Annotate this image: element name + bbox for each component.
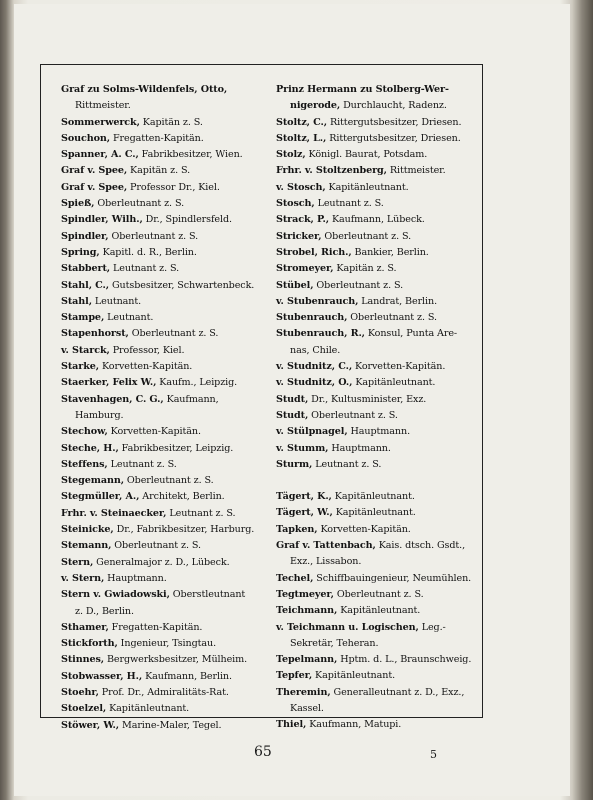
entry-description: Kapitänleutnant. bbox=[332, 507, 416, 519]
entry-name: Tepelmann, bbox=[276, 654, 338, 666]
entry-description: Rittergutsbesitzer, Driesen. bbox=[326, 132, 461, 144]
list-item bbox=[276, 603, 490, 619]
entry-description: Fregatten-Kapitän. bbox=[108, 621, 203, 633]
entry-description: Korvetten-Kapitän. bbox=[107, 426, 201, 438]
entry-description: Oberleutnant z. S. bbox=[108, 230, 199, 242]
list-item bbox=[61, 489, 275, 505]
list-item bbox=[276, 522, 490, 538]
list-item bbox=[61, 652, 275, 668]
list-item bbox=[276, 229, 490, 245]
list-item bbox=[61, 98, 275, 114]
entry-name: Stosch, bbox=[276, 198, 315, 210]
entry-name: Spanner, A. C., bbox=[61, 149, 139, 161]
entry-name: Theremin, bbox=[276, 686, 331, 698]
list-item bbox=[61, 245, 275, 261]
list-item bbox=[61, 163, 275, 179]
entry-name: v. Starck, bbox=[61, 344, 110, 356]
list-item bbox=[276, 147, 490, 163]
entry-name: Stampe, bbox=[61, 312, 105, 324]
list-item bbox=[276, 359, 490, 375]
list-item bbox=[276, 196, 490, 212]
entry-description: Rittmeister. bbox=[386, 165, 446, 177]
list-item bbox=[276, 587, 490, 603]
list-item bbox=[276, 441, 490, 457]
entry-name: Graf zu Solms-Wildenfels, Otto, bbox=[61, 84, 228, 95]
entry-name: Tegtmeyer, bbox=[276, 588, 334, 600]
entry-description: Fregatten-Kapitän. bbox=[110, 132, 204, 144]
entry-description: nas, Chile. bbox=[290, 344, 341, 356]
entry-name: Spindler, bbox=[61, 230, 109, 242]
entry-description: Oberstleutnant bbox=[169, 589, 246, 601]
list-item bbox=[276, 571, 490, 587]
entry-description: Generalmajor z. D., Lübeck. bbox=[93, 556, 230, 568]
entry-description: Königl. Baurat, Potsdam. bbox=[305, 149, 428, 161]
entry-description: Hauptmann. bbox=[347, 426, 411, 438]
entry-description: Kapitänleutnant. bbox=[312, 670, 396, 682]
entry-description: Kapitänleutnant. bbox=[325, 181, 409, 193]
left-column bbox=[61, 82, 275, 734]
entry-description: Sekretär, Teheran. bbox=[290, 637, 379, 649]
entry-description: Korvetten-Kapitän. bbox=[99, 361, 193, 373]
entry-name: Prinz Hermann zu Stolberg-Wer- bbox=[276, 84, 449, 95]
list-item bbox=[61, 310, 275, 326]
entry-description: Leutnant z. S. bbox=[312, 458, 382, 470]
entry-name: Strobel, Rich., bbox=[276, 246, 352, 258]
entry-name: Graf v. Spee, bbox=[61, 181, 128, 193]
entry-name: v. Stern, bbox=[61, 572, 105, 584]
entry-name: Graf v. Tattenbach, bbox=[276, 540, 376, 552]
list-item bbox=[276, 278, 490, 294]
entry-description: Korvetten-Kapitän. bbox=[317, 523, 411, 535]
list-item bbox=[61, 571, 275, 587]
list-item bbox=[276, 310, 490, 326]
list-item bbox=[276, 163, 490, 179]
entry-description: Oberleutnant z. S. bbox=[308, 409, 398, 421]
entry-description: Kais. dtsch. Gsdt., bbox=[375, 540, 466, 552]
list-item bbox=[61, 669, 275, 685]
entry-description: Schiffbauingenieur, Neumühlen. bbox=[313, 572, 472, 584]
list-item bbox=[61, 196, 275, 212]
entry-description: Oberleutnant z. S. bbox=[313, 279, 404, 291]
entry-description: Leg.- bbox=[418, 621, 446, 633]
entry-description: Kassel. bbox=[290, 702, 324, 714]
entry-name: Stolz, bbox=[276, 149, 306, 161]
list-item bbox=[276, 180, 490, 196]
entry-description: Bankier, Berlin. bbox=[351, 246, 429, 258]
entry-name: Stromeyer, bbox=[276, 263, 334, 275]
list-item bbox=[276, 457, 490, 473]
list-item bbox=[61, 115, 275, 131]
list-item bbox=[61, 506, 275, 522]
entry-name: Stahl, C., bbox=[61, 279, 110, 291]
list-item bbox=[276, 424, 490, 440]
list-item bbox=[61, 326, 275, 342]
entry-name: v. Studnitz, C., bbox=[276, 361, 353, 373]
entry-name: Stoltz, L., bbox=[276, 132, 327, 144]
list-item bbox=[61, 555, 275, 571]
list-item bbox=[61, 718, 275, 734]
list-item bbox=[61, 604, 275, 620]
entry-description: Rittmeister. bbox=[75, 100, 131, 112]
entry-name: Stubenrauch, R., bbox=[276, 328, 365, 340]
entry-description: Kapitänleutnant. bbox=[352, 377, 436, 389]
entry-name: Tepfer, bbox=[276, 670, 313, 682]
list-item bbox=[276, 98, 490, 114]
entry-description: Oberleutnant z. S. bbox=[347, 312, 437, 324]
entry-description: Oberleutnant z. S. bbox=[321, 230, 412, 242]
list-item bbox=[276, 294, 490, 310]
entry-description: Bergwerksbesitzer, Mülheim. bbox=[104, 654, 248, 666]
entry-description: Korvetten-Kapitän. bbox=[352, 361, 446, 373]
list-item bbox=[61, 278, 275, 294]
signature-mark: 5 bbox=[430, 748, 437, 761]
list-item bbox=[276, 685, 490, 701]
entry-name: Stickforth, bbox=[61, 638, 118, 650]
entry-description: Professor Dr., Kiel. bbox=[127, 181, 220, 193]
list-item bbox=[61, 343, 275, 359]
entry-name: Techel, bbox=[276, 572, 314, 584]
entry-name: Stinnes, bbox=[61, 654, 104, 666]
entry-name: Stubenrauch, bbox=[276, 312, 348, 324]
list-item bbox=[61, 294, 275, 310]
entry-name: Studt, bbox=[276, 409, 309, 421]
entry-name: Spieß, bbox=[61, 198, 95, 210]
list-item bbox=[276, 538, 490, 554]
entry-description: Gutsbesitzer, Schwartenbeck. bbox=[109, 279, 255, 291]
entry-description: Kapitän z. S. bbox=[333, 263, 397, 275]
list-item bbox=[61, 212, 275, 228]
entry-description: Fabrikbesitzer, Wien. bbox=[138, 149, 243, 161]
entry-description: Oberleutnant z. S. bbox=[111, 540, 201, 552]
entry-description: Ingenieur, Tsingtau. bbox=[117, 638, 217, 650]
entry-name: Stemann, bbox=[61, 540, 112, 552]
entry-name: Graf v. Spee, bbox=[61, 165, 128, 177]
entry-description: Durchlaucht, Radenz. bbox=[340, 100, 447, 112]
entry-description: Professor, Kiel. bbox=[109, 344, 185, 356]
entry-name: Strack, P., bbox=[276, 214, 330, 226]
entry-name: v. Teichmann u. Logischen, bbox=[276, 621, 419, 633]
entry-name: Spindler, Wilh., bbox=[61, 214, 143, 226]
list-item bbox=[276, 717, 490, 733]
page-number: 65 bbox=[254, 744, 272, 760]
list-item bbox=[276, 554, 490, 570]
entry-name: Stoelzel, bbox=[61, 703, 107, 715]
entry-description: Hauptmann. bbox=[328, 442, 391, 454]
list-item bbox=[61, 408, 275, 424]
list-item bbox=[61, 441, 275, 457]
entry-name: Thiel, bbox=[276, 719, 307, 731]
list-item bbox=[61, 82, 275, 98]
list-item bbox=[276, 326, 490, 342]
entry-description: Kaufmann, Berlin. bbox=[142, 670, 232, 682]
entry-name: Tägert, W., bbox=[276, 507, 333, 519]
entry-description: Leutnant z. S. bbox=[110, 263, 180, 275]
entry-description: Oberleutnant z. S. bbox=[123, 475, 214, 487]
entry-description: Kapitl. d. R., Berlin. bbox=[99, 246, 197, 258]
list-item bbox=[61, 147, 275, 163]
entry-description: Leutnant z. S. bbox=[107, 458, 177, 470]
entry-description: Kapitänleutnant. bbox=[337, 605, 421, 617]
list-item bbox=[276, 375, 490, 391]
entry-name: Stern v. Gwiadowski, bbox=[61, 589, 170, 601]
entry-description: Dr., Kultusminister, Exz. bbox=[308, 393, 427, 405]
list-item bbox=[276, 636, 490, 652]
list-item bbox=[61, 375, 275, 391]
list-item bbox=[61, 392, 275, 408]
entry-name: Stahl, bbox=[61, 295, 92, 307]
list-item bbox=[61, 261, 275, 277]
entry-name: v. Studnitz, O., bbox=[276, 377, 353, 389]
list-item bbox=[61, 685, 275, 701]
list-item bbox=[61, 229, 275, 245]
entry-name: Souchon, bbox=[61, 132, 111, 144]
list-item bbox=[276, 489, 490, 505]
entry-name: Stern, bbox=[61, 556, 94, 568]
entry-name: nigerode, bbox=[290, 100, 341, 112]
entry-name: Sturm, bbox=[276, 458, 313, 470]
list-item bbox=[61, 131, 275, 147]
list-item bbox=[276, 245, 490, 261]
list-item bbox=[276, 343, 490, 359]
entry-name: Stricker, bbox=[276, 230, 322, 242]
entry-name: Stoltz, C., bbox=[276, 116, 328, 128]
entry-description: Kaufm., Leipzig. bbox=[156, 377, 238, 389]
list-item bbox=[276, 212, 490, 228]
entry-name: v. Stubenrauch, bbox=[276, 295, 359, 307]
entry-name: v. Stumm, bbox=[276, 442, 329, 454]
entry-name: v. Stosch, bbox=[276, 181, 326, 193]
entry-description: Leutnant z. S. bbox=[314, 198, 384, 210]
entry-description: Kaufmann, bbox=[163, 393, 219, 405]
entry-description: Oberleutnant z. S. bbox=[94, 198, 185, 210]
entry-name: Steffens, bbox=[61, 458, 108, 470]
entry-description: Kaufmann, Lübeck. bbox=[329, 214, 425, 226]
entry-description: Dr., Fabrikbesitzer, Harburg. bbox=[113, 524, 255, 536]
entry-description: Kaufmann, Matupi. bbox=[306, 719, 402, 731]
list-item bbox=[61, 538, 275, 554]
list-item bbox=[276, 115, 490, 131]
entry-name: Steche, H., bbox=[61, 442, 119, 454]
entry-description: Kapitänleutnant. bbox=[331, 491, 415, 503]
entry-description: Oberleutnant z. S. bbox=[128, 328, 219, 340]
entry-description: z. D., Berlin. bbox=[75, 605, 134, 617]
list-item bbox=[61, 587, 275, 603]
entry-description: Dr., Spindlersfeld. bbox=[142, 214, 232, 226]
entry-description: Hptm. d. L., Braunschweig. bbox=[337, 654, 472, 666]
entry-name: Stübel, bbox=[276, 279, 314, 291]
list-item bbox=[61, 473, 275, 489]
list-item bbox=[61, 522, 275, 538]
entry-name: Stavenhagen, C. G., bbox=[61, 393, 164, 405]
entry-description: Oberleutnant z. S. bbox=[333, 588, 424, 600]
entry-name: Staerker, Felix W., bbox=[61, 377, 157, 389]
entry-name: Steinicke, bbox=[61, 524, 114, 536]
entry-description: Rittergutsbesitzer, Driesen. bbox=[327, 116, 462, 128]
entry-description: Hamburg. bbox=[75, 409, 124, 421]
entry-name: Frhr. v. Steinaecker, bbox=[61, 507, 167, 519]
list-item bbox=[61, 359, 275, 375]
entry-name: Sthamer, bbox=[61, 621, 109, 633]
list-item bbox=[276, 668, 490, 684]
entry-name: Stabbert, bbox=[61, 263, 111, 275]
entry-name: Teichmann, bbox=[276, 605, 338, 617]
list-item bbox=[276, 392, 490, 408]
list-item bbox=[276, 505, 490, 521]
entry-name: Starke, bbox=[61, 361, 100, 373]
entry-name: Stegmüller, A., bbox=[61, 491, 140, 503]
entry-description: Leutnant. bbox=[91, 295, 142, 307]
list-item bbox=[61, 701, 275, 717]
list-item bbox=[276, 82, 490, 98]
list-item bbox=[61, 180, 275, 196]
right-column bbox=[276, 82, 490, 734]
entry-description: Kapitän z. S. bbox=[127, 165, 191, 177]
entry-description: Marine-Maler, Tegel. bbox=[119, 719, 222, 731]
entry-name: Tapken, bbox=[276, 523, 318, 535]
list-item bbox=[61, 636, 275, 652]
entry-description: Architekt, Berlin. bbox=[139, 491, 225, 503]
entry-name: Sommerwerck, bbox=[61, 116, 140, 128]
list-item bbox=[276, 131, 490, 147]
entry-name: Stechow, bbox=[61, 426, 108, 438]
list-item bbox=[276, 620, 490, 636]
entry-name: Stöwer, W., bbox=[61, 719, 120, 731]
entry-name: Tägert, K., bbox=[276, 491, 332, 503]
entry-name: Stoehr, bbox=[61, 686, 99, 698]
entry-description: Konsul, Punta Are- bbox=[364, 328, 458, 340]
entry-description: Exz., Lissabon. bbox=[290, 556, 362, 568]
entry-name: Stapenhorst, bbox=[61, 328, 129, 340]
entry-name: Spring, bbox=[61, 246, 100, 258]
entry-description: Kapitän z. S. bbox=[139, 116, 203, 128]
entry-name: Frhr. v. Stoltzenberg, bbox=[276, 165, 387, 177]
entry-name: Stegemann, bbox=[61, 475, 124, 487]
list-item bbox=[61, 457, 275, 473]
entry-description: Leutnant z. S. bbox=[166, 507, 236, 519]
entry-description: Kapitänleutnant. bbox=[106, 703, 190, 715]
list-item bbox=[61, 620, 275, 636]
entry-description: Fabrikbesitzer, Leipzig. bbox=[118, 442, 234, 454]
list-item bbox=[276, 261, 490, 277]
entry-name: Studt, bbox=[276, 393, 309, 405]
entry-description: Leutnant. bbox=[104, 312, 154, 324]
entry-description: Hauptmann. bbox=[104, 572, 167, 584]
list-item bbox=[276, 652, 490, 668]
list-item bbox=[276, 701, 490, 717]
entry-description: Landrat, Berlin. bbox=[358, 295, 438, 307]
entry-name: v. Stülpnagel, bbox=[276, 426, 348, 438]
entry-description: Generalleutnant z. D., Exz., bbox=[330, 686, 465, 698]
list-item bbox=[61, 424, 275, 440]
list-item bbox=[276, 408, 490, 424]
entry-name: Stobwasser, H., bbox=[61, 670, 143, 682]
entry-description: Prof. Dr., Admiralitäts-Rat. bbox=[98, 686, 229, 698]
